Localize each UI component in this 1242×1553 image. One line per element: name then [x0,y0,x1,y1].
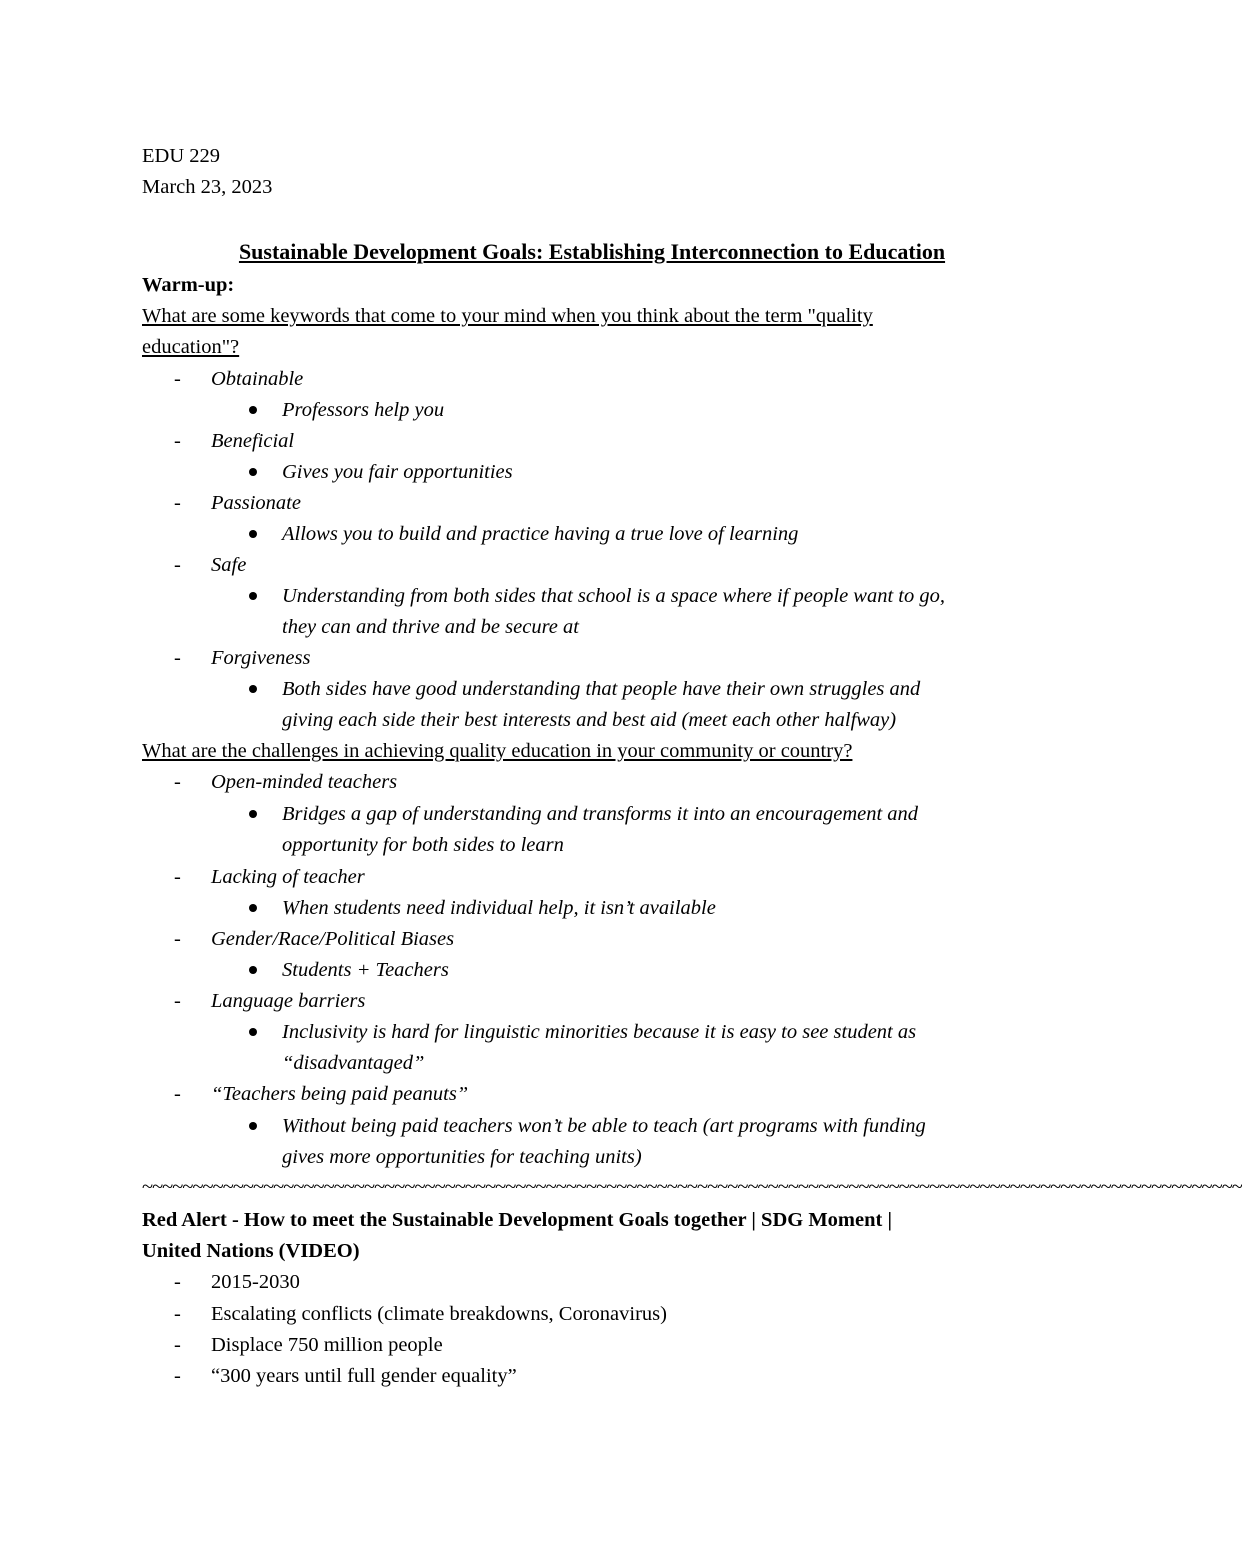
keyword-note: Professors help you [282,399,445,421]
dash-marker: - [174,1334,181,1356]
keyword-item: Safe [211,554,247,576]
challenge-note: Bridges a gap of understanding and transforms it into an encouragement and [282,803,919,825]
challenge-item: “Teachers being paid peanuts” [211,1083,469,1105]
challenge-item: Language barriers [211,990,366,1012]
bullet-dot [249,592,257,600]
keyword-note: Understanding from both sides that school is a space where if people want to go, [282,585,945,607]
dash-marker: - [174,771,181,793]
video-title-line-1: Red Alert - How to meet the Sustainable Development Goals together | SDG Moment | [142,1209,892,1231]
keyword-note: Allows you to build and practice having a true love of learning [282,523,799,545]
video-title-line-2: United Nations (VIDEO) [142,1240,360,1262]
page-title: Sustainable Development Goals: Establishing Interconnection to Education [238,239,946,264]
bullet-dot [249,1122,257,1130]
lecture-date: March 23, 2023 [142,176,273,198]
dash-marker: - [174,866,181,888]
challenge-note: When students need individual help, it isn’t available [282,897,716,919]
challenge-note-continued: “disadvantaged” [282,1052,425,1074]
video-note: “300 years until full gender equality” [211,1365,517,1387]
bullet-dot [249,966,257,974]
challenge-note-continued: gives more opportunities for teaching units) [282,1146,642,1168]
bullet-dot [249,685,257,693]
dash-marker: - [174,430,181,452]
dash-marker: - [174,928,181,950]
tilde-divider: ~~~~~~~~~~~~~~~~~~~~~~~~~~~~~~~~~~~~~~~~~~~~~~~~~~~~~~~~~~~~~~~~~~~~~~~~~~~~~~~~~~~~~~~~~~~~~~~~~~~~~~~~~~~~~ [142,1176,1242,1198]
keyword-note: Gives you fair opportunities [282,461,513,483]
video-note: Displace 750 million people [211,1334,443,1356]
course-code: EDU 229 [142,145,221,167]
bullet-dot [249,406,257,414]
challenge-note-continued: opportunity for both sides to learn [282,834,564,856]
keyword-note-continued: giving each side their best interests and best aid (meet each other halfway) [282,709,897,731]
dash-marker: - [174,1303,181,1325]
bullet-dot [249,810,257,818]
bullet-dot [249,468,257,476]
dash-marker: - [174,368,181,390]
challenge-item: Open-minded teachers [211,771,398,793]
question-2: What are the challenges in achieving quality education in your community or country? [142,740,853,762]
dash-marker: - [174,1365,181,1387]
dash-marker: - [174,990,181,1012]
challenge-item: Gender/Race/Political Biases [211,928,455,950]
dash-marker: - [174,554,181,576]
keyword-item: Obtainable [211,368,304,390]
dash-marker: - [174,1083,181,1105]
keyword-item: Beneficial [211,430,295,452]
keyword-item: Passionate [211,492,301,514]
bullet-dot [249,1028,257,1036]
dash-marker: - [174,1271,181,1293]
keyword-note-continued: they can and thrive and be secure at [282,616,579,638]
challenge-item: Lacking of teacher [211,866,365,888]
bullet-dot [249,904,257,912]
dash-marker: - [174,647,181,669]
video-note: Escalating conflicts (climate breakdowns, Coronavirus) [211,1303,667,1325]
keyword-item: Forgiveness [211,647,311,669]
question-1-line-2: education"? [142,336,240,358]
keyword-note: Both sides have good understanding that people have their own struggles and [282,678,921,700]
question-1-line-1: What are some keywords that come to your mind when you think about the term "quality [142,305,873,327]
dash-marker: - [174,492,181,514]
bullet-dot [249,530,257,538]
challenge-note: Without being paid teachers won’t be able to teach (art programs with funding [282,1115,926,1137]
video-note: 2015-2030 [211,1271,300,1293]
challenge-note: Students + Teachers [282,959,449,981]
warmup-heading: Warm-up: [142,274,235,296]
challenge-note: Inclusivity is hard for linguistic minorities because it is easy to see student as [282,1021,917,1043]
